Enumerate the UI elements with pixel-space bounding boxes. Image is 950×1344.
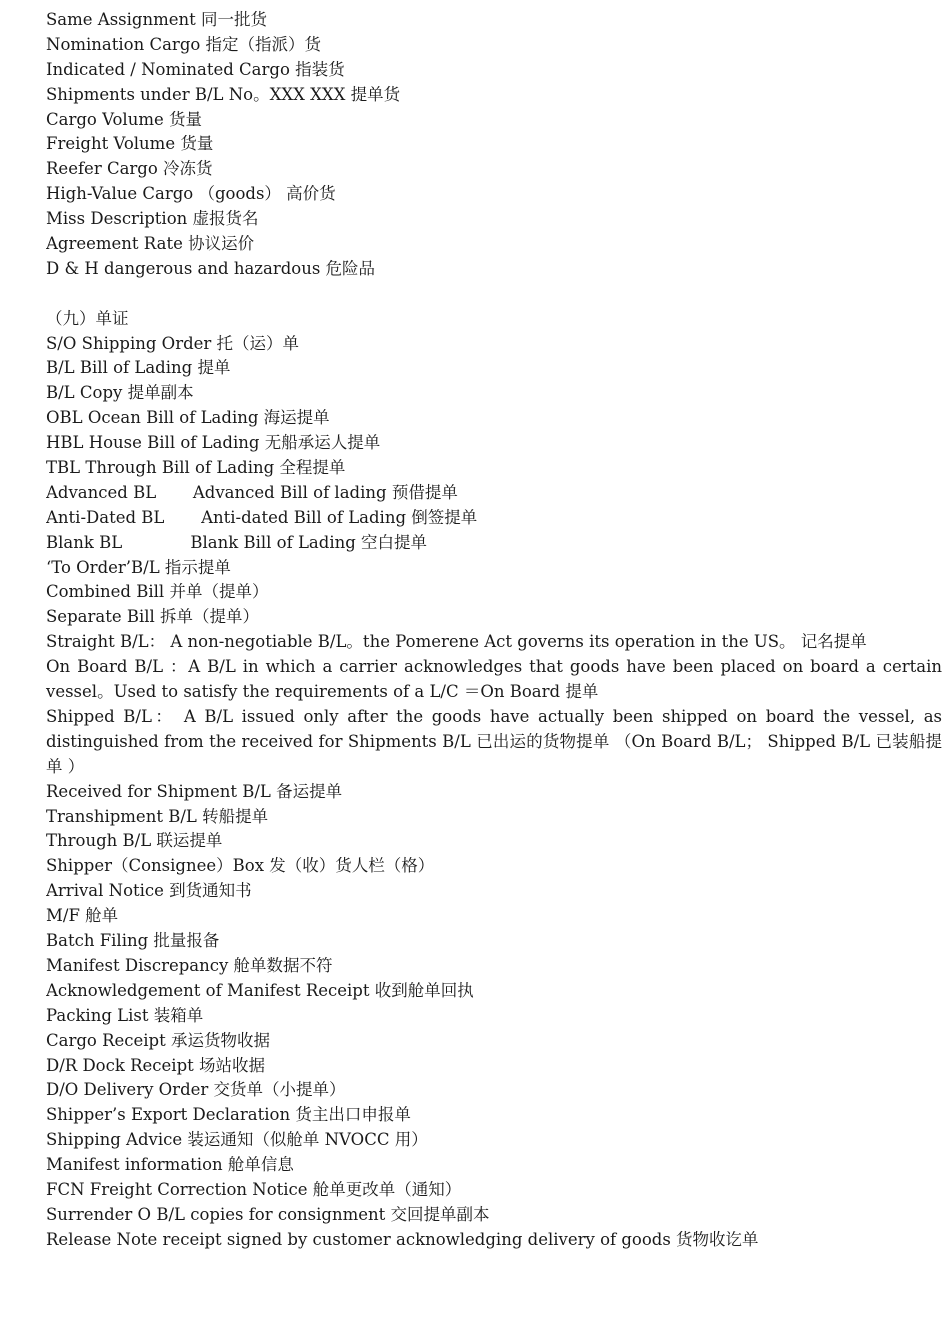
list-item: B/L Copy 提单副本 — [46, 383, 194, 403]
list-item: D/R Dock Receipt 场站收据 — [46, 1055, 266, 1075]
list-item: Reefer Cargo 冷冻货 — [46, 159, 213, 179]
list-item: Transhipment B/L 转船提单 — [46, 806, 269, 826]
list-item: Cargo Volume 货量 — [46, 109, 202, 129]
definition-paragraph: On Board B/L ：A B/L in which a carrier acknowledges that goods have been placed on board a certain vessel。Used to satisfy the requirements of a L/C ＝On Board 提单 — [46, 657, 942, 702]
list-item: TBL Through Bill of Lading 全程提单 — [46, 458, 346, 478]
list-item: Manifest Discrepancy 舱单数据不符 — [46, 955, 333, 975]
list-item: Shipper’s Export Declaration 货主出口申报单 — [46, 1105, 411, 1125]
list-item: Arrival Notice 到货通知书 — [46, 881, 252, 901]
list-item: FCN Freight Correction Notice 舱单更改单（通知） — [46, 1179, 462, 1199]
list-item: Batch Filing 批量报备 — [46, 931, 220, 951]
list-item: Surrender O B/L copies for consignment 交回提单副本 — [46, 1204, 490, 1224]
list-item: Combined Bill 并单（提单） — [46, 582, 269, 602]
section-heading: （九）单证 — [46, 308, 129, 328]
list-item: Anti-Dated BL Anti-dated Bill of Lading 倒签提单 — [46, 507, 478, 527]
list-item: Shipper（Consignee）Box 发（收）货人栏（格） — [46, 856, 435, 876]
list-item: OBL Ocean Bill of Lading 海运提单 — [46, 408, 330, 428]
list-item: Acknowledgement of Manifest Receipt 收到舱单回执 — [46, 980, 474, 1000]
list-item: B/L Bill of Lading 提单 — [46, 358, 231, 378]
list-item: M/F 舱单 — [46, 906, 119, 926]
documents-terms-list — [46, 332, 942, 1253]
list-item: D & H dangerous and hazardous 危险品 — [46, 258, 376, 278]
list-item: S/O Shipping Order 托（运）单 — [46, 333, 300, 353]
list-item: Indicated / Nominated Cargo 指装货 — [46, 59, 345, 79]
list-item: Manifest information 舱单信息 — [46, 1155, 294, 1175]
cargo-terms-list — [46, 8, 942, 282]
list-item: Release Note receipt signed by customer acknowledging delivery of goods 货物收讫单 — [46, 1229, 759, 1249]
list-item: Nomination Cargo 指定（指派）货 — [46, 34, 322, 54]
list-item: D/O Delivery Order 交货单（小提单） — [46, 1080, 346, 1100]
list-item: Advanced BL Advanced Bill of lading 预借提单 — [46, 482, 458, 502]
list-item: Same Assignment 同一批货 — [46, 10, 268, 29]
document-page — [46, 8, 942, 1253]
list-item: Miss Description 虚报货名 — [46, 209, 259, 229]
list-item: Received for Shipment B/L 备运提单 — [46, 781, 343, 801]
list-item: ‘To Order’B/L 指示提单 — [46, 557, 231, 577]
list-item: Packing List 装箱单 — [46, 1005, 204, 1025]
list-item: Blank BL Blank Bill of Lading 空白提单 — [46, 532, 428, 552]
list-item: Separate Bill 拆单（提单） — [46, 607, 260, 627]
list-item: Agreement Rate 协议运价 — [46, 234, 255, 254]
spacer — [46, 282, 942, 307]
list-item: HBL House Bill of Lading 无船承运人提单 — [46, 433, 381, 453]
definition-paragraph: Shipped B/L： A B/L issued only after the goods have actually been shipped on board the vessel, as distinguished from the received for Shipments B/L 已出运的货物提单 （On Board B/L； Shipped B/L 已装船提单 ） — [46, 706, 942, 776]
list-item: Through B/L 联运提单 — [46, 831, 223, 851]
list-item: High-Value Cargo （goods） 高价货 — [46, 184, 336, 204]
definition-paragraph: Straight B/L： A non-negotiable B/L。the Pomerene Act governs its operation in the US。 记名提单 — [46, 632, 867, 652]
list-item: Freight Volume 货量 — [46, 134, 214, 154]
list-item: Shipments under B/L No。XXX XXX 提单货 — [46, 84, 401, 104]
list-item: Shipping Advice 装运通知（似舱单 NVOCC 用） — [46, 1130, 428, 1150]
list-item: Cargo Receipt 承运货物收据 — [46, 1030, 270, 1050]
